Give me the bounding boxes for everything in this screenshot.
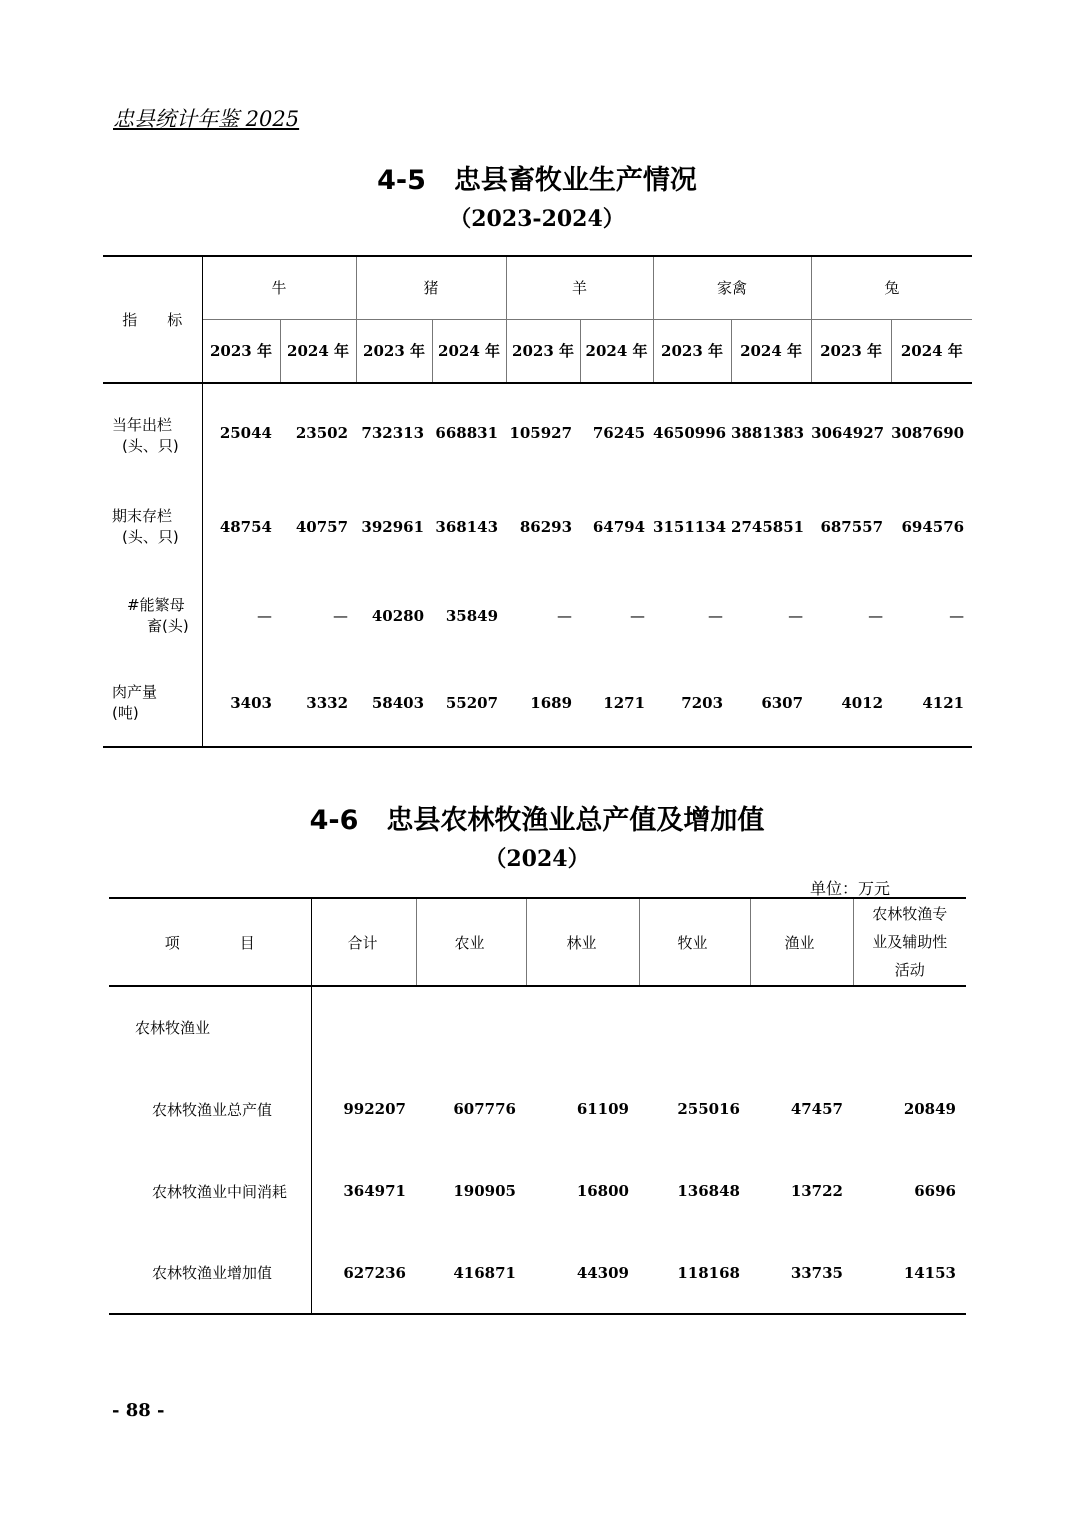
table-cell: 732313 <box>361 424 425 442</box>
book-title: 忠县统计年鉴 2025 <box>113 107 300 131</box>
year-header: 2024 年 <box>891 319 972 383</box>
table2-heading <box>0 798 1074 837</box>
year-header: 2023 年 <box>811 319 891 383</box>
year-header: 2023 年 <box>356 319 432 383</box>
table-cell: 992207 <box>343 1100 406 1118</box>
row-label: 肉产量 (吨) <box>103 660 202 747</box>
group-header-pig: 猪 <box>356 256 506 319</box>
table-cell: 23502 <box>295 424 349 442</box>
table-cell: 40757 <box>295 517 349 536</box>
table2-subtitle: （2024） <box>484 846 590 872</box>
table-cell: 3151134 <box>653 517 727 536</box>
table-cell: 627236 <box>343 1263 406 1282</box>
table-cell: 86293 <box>519 517 573 536</box>
table-cell: 16800 <box>576 1182 629 1200</box>
table-cell: — <box>630 606 646 625</box>
table-cell: 47457 <box>790 1100 843 1118</box>
column-header: 渔业 <box>750 898 853 986</box>
row-label: 农林牧渔业中间消耗 <box>109 1150 311 1232</box>
table1-title: 忠县畜牧业生产情况 <box>453 165 697 196</box>
table-cell: 687557 <box>820 517 884 536</box>
table-cell: 694576 <box>901 517 965 536</box>
table-cell: — <box>257 606 272 625</box>
table-cell: — <box>949 606 965 625</box>
table-cell: 4121 <box>922 694 965 712</box>
table1-heading <box>0 158 1074 197</box>
group-header-rabbit: 兔 <box>811 256 972 319</box>
table-cell: 14153 <box>903 1263 956 1282</box>
group-header-cattle: 牛 <box>202 256 356 319</box>
index-header: 指 标 <box>103 256 202 383</box>
table-cell: 1271 <box>603 694 646 712</box>
table-cell: 6307 <box>761 694 804 712</box>
group-header-sheep: 羊 <box>506 256 653 319</box>
table-cell: 364971 <box>343 1182 406 1200</box>
table-cell: 136848 <box>677 1182 740 1200</box>
column-header: 林业 <box>526 898 639 986</box>
table-cell: 58403 <box>371 694 425 712</box>
table-cell: 44309 <box>576 1263 629 1282</box>
table-cell: 3332 <box>306 694 349 712</box>
table-cell: 76245 <box>592 424 646 442</box>
livestock-table <box>103 255 972 748</box>
table-cell: 416871 <box>453 1263 516 1282</box>
table-cell: 2745851 <box>731 517 805 536</box>
table-cell: 35849 <box>445 606 499 625</box>
unit-label: 单位：万元 <box>810 879 891 898</box>
table-cell: 40280 <box>371 606 425 625</box>
table-cell: 25044 <box>219 424 272 442</box>
year-header: 2024 年 <box>580 319 653 383</box>
column-header-ancillary: 农林牧渔专 业及辅助性 活动 <box>853 898 966 986</box>
table2-title: 忠县农林牧渔业总产值及增加值 <box>386 805 765 836</box>
table-cell: 105927 <box>509 424 573 442</box>
row-label: #能繁母 畜(头) <box>103 571 202 660</box>
table-cell: 607776 <box>453 1100 516 1118</box>
table-cell: 368143 <box>435 517 499 536</box>
table-cell: — <box>557 606 573 625</box>
table-cell: — <box>868 606 884 625</box>
item-header: 项 目 <box>109 898 311 986</box>
table1-number: 4-5 <box>377 165 426 196</box>
table1-subtitle: （2023-2024） <box>449 206 625 232</box>
year-header: 2024 年 <box>731 319 811 383</box>
row-label: 当年出栏 (头、只) <box>103 383 202 482</box>
table-cell: 6696 <box>914 1182 956 1200</box>
page-number: - 88 - <box>112 1400 165 1421</box>
column-header: 合计 <box>311 898 416 986</box>
row-label: 农林牧渔业增加值 <box>109 1232 311 1314</box>
table-cell: 1689 <box>530 694 573 712</box>
year-header: 2023 年 <box>653 319 731 383</box>
row-label: 农林牧渔业总产值 <box>109 1068 311 1150</box>
table-cell: — <box>788 606 804 625</box>
table-cell: 4012 <box>841 694 884 712</box>
year-header: 2024 年 <box>432 319 506 383</box>
row-label: 期末存栏 (头、只) <box>103 482 202 571</box>
output-value-table <box>109 897 966 1315</box>
table-cell: 3064927 <box>811 424 885 442</box>
table-cell: 668831 <box>435 424 499 442</box>
table-cell: 118168 <box>677 1263 740 1282</box>
table-cell: 48754 <box>219 517 272 536</box>
table-cell: 3881383 <box>731 424 805 442</box>
table-cell: 3087690 <box>891 424 965 442</box>
table-cell: 13722 <box>790 1182 843 1200</box>
table-cell: 7203 <box>681 694 724 712</box>
year-header: 2023 年 <box>506 319 580 383</box>
group-header-poultry: 家禽 <box>653 256 811 319</box>
table-cell: — <box>708 606 724 625</box>
year-header: 2024 年 <box>280 319 356 383</box>
table-cell: 33735 <box>790 1263 843 1282</box>
table-cell: — <box>333 606 349 625</box>
table2-number: 4-6 <box>309 805 359 836</box>
table-cell: 55207 <box>445 694 499 712</box>
table-cell: 4650996 <box>653 424 727 442</box>
table-cell: 64794 <box>592 517 646 536</box>
table-cell: 255016 <box>677 1100 740 1118</box>
table-cell: 20849 <box>903 1100 956 1118</box>
year-header: 2023 年 <box>202 319 280 383</box>
table-cell: 190905 <box>453 1182 516 1200</box>
table-cell: 3403 <box>230 694 272 712</box>
table-cell: 392961 <box>361 517 425 536</box>
column-header: 牧业 <box>639 898 750 986</box>
column-header: 农业 <box>416 898 526 986</box>
section-label: 农林牧渔业 <box>109 986 311 1068</box>
table-cell: 61109 <box>576 1100 629 1118</box>
